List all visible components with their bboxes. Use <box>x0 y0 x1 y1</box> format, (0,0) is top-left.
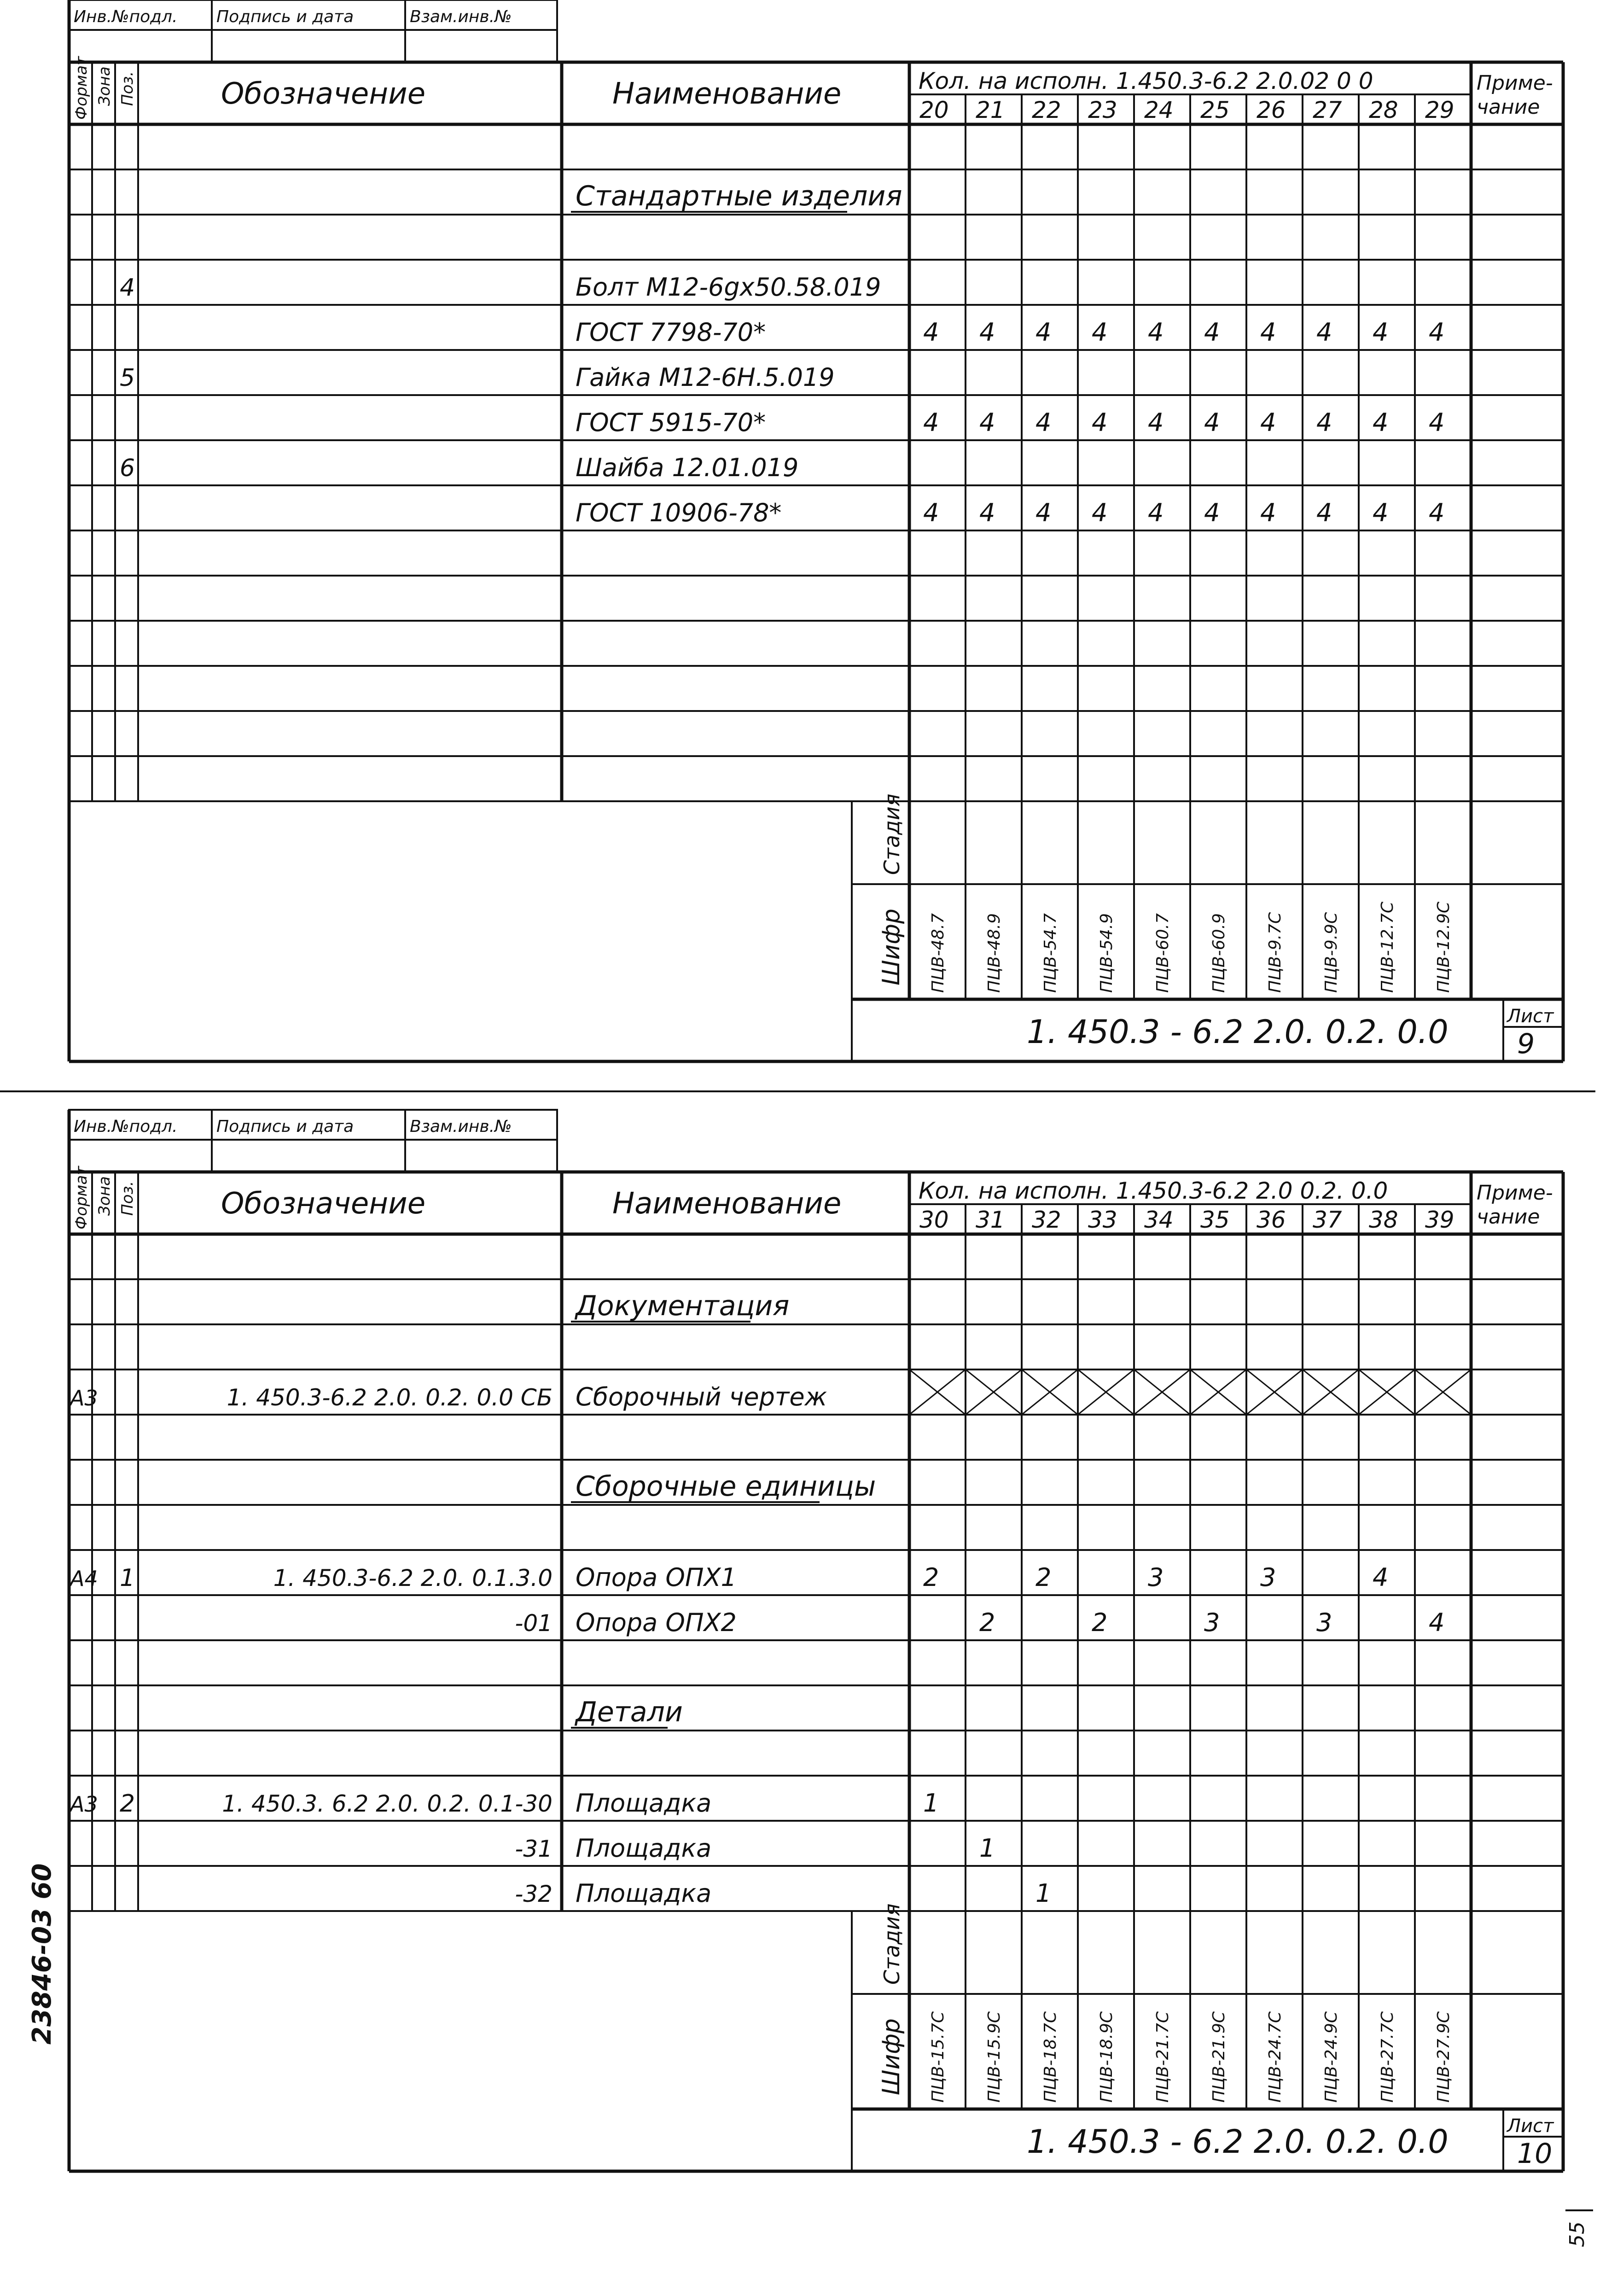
qty-column-header: 20 <box>919 97 949 123</box>
shifr-code: ПЦВ-18.9С <box>1097 2011 1116 2103</box>
qty-column-header: 22 <box>1032 97 1061 123</box>
section-heading: Детали <box>576 1696 683 1728</box>
qty-column-header: 30 <box>919 1206 949 1233</box>
qty-column-header: 26 <box>1257 97 1286 123</box>
cell-poz: 6 <box>120 455 135 482</box>
shifr-code: ПЦВ-48.7 <box>929 913 948 993</box>
header-primechanie-line1: Приме- <box>1477 71 1553 95</box>
header-oboznachenie: Обозначение <box>221 1187 426 1221</box>
shifr-code: ПЦВ-12.7С <box>1378 902 1397 993</box>
shifr-code: ПЦВ-54.9 <box>1097 913 1116 993</box>
cell-naimenovanie: Площадка <box>576 1879 712 1908</box>
shifr-code: ПЦВ-60.7 <box>1153 913 1172 993</box>
cell-oboznachenie: -01 <box>515 1610 553 1637</box>
cell-naimenovanie: Сборочный чертеж <box>576 1382 827 1411</box>
qty-column-header: 21 <box>976 97 1005 123</box>
cell-qty: 4 <box>1429 408 1445 437</box>
cell-qty: 4 <box>1373 318 1389 347</box>
cell-naimenovanie: ГОСТ 7798-70* <box>576 318 766 347</box>
margin-code: 23846-03 60 <box>27 1863 57 2045</box>
shifr-code: ПЦВ-15.9С <box>985 2011 1004 2103</box>
header-zona: Зона <box>95 66 114 106</box>
cell-oboznachenie: 1. 450.3. 6.2 2.0. 0.2. 0.1-30 <box>222 1790 553 1817</box>
cell-naimenovanie: ГОСТ 10906-78* <box>576 498 782 527</box>
cell-qty: 2 <box>1035 1563 1052 1592</box>
title-code: 1. 450.3 - 6.2 2.0. 0.2. 0.0 <box>1027 2123 1448 2161</box>
cell-qty: 4 <box>1148 408 1164 437</box>
header-primechanie-line2: чание <box>1477 95 1540 119</box>
cell-qty: 4 <box>1035 318 1052 347</box>
qty-column-header: 31 <box>976 1206 1005 1233</box>
cell-oboznachenie: -31 <box>515 1836 553 1862</box>
cell-naimenovanie: Опора ОПХ2 <box>576 1608 737 1637</box>
shifr-code: ПЦВ-48.9 <box>985 913 1004 993</box>
shifr-code: ПЦВ-24.7С <box>1266 2011 1285 2103</box>
label-list: Лист <box>1507 2115 1554 2137</box>
cell-naimenovanie: Гайка М12-6Н.5.019 <box>576 363 835 392</box>
cell-qty: 4 <box>1204 408 1220 437</box>
cell-qty: 4 <box>1092 498 1108 527</box>
sheet-number: 10 <box>1517 2138 1553 2170</box>
cell-naimenovanie: Шайба 12.01.019 <box>576 453 799 482</box>
header-oboznachenie: Обозначение <box>221 77 426 111</box>
cell-qty: 4 <box>1316 318 1332 347</box>
cell-qty: 4 <box>979 408 995 437</box>
stamp-podpis-i-data: Подпись и дата <box>216 7 354 26</box>
section-heading: Документация <box>576 1290 790 1322</box>
cell-qty: 4 <box>1373 1563 1389 1592</box>
cell-qty: 4 <box>1204 318 1220 347</box>
cell-qty: 2 <box>1092 1608 1108 1637</box>
cell-naimenovanie: ГОСТ 5915-70* <box>576 408 766 437</box>
stamp-vzam-inv-no: Взам.инв.№ <box>410 7 512 26</box>
cell-qty: 4 <box>979 318 995 347</box>
cell-qty: 1 <box>1035 1879 1052 1908</box>
qty-column-header: 32 <box>1032 1206 1061 1233</box>
qty-column-header: 29 <box>1425 97 1454 123</box>
cell-qty: 4 <box>1260 498 1276 527</box>
label-shifr: Шифр <box>878 909 905 985</box>
qty-column-header: 24 <box>1144 97 1174 123</box>
section-heading: Сборочные единицы <box>576 1470 876 1503</box>
cell-format: А3 <box>70 1386 98 1410</box>
header-poz: Поз. <box>118 71 137 106</box>
shifr-code: ПЦВ-21.7С <box>1153 2011 1172 2103</box>
cell-oboznachenie: 1. 450.3-6.2 2.0. 0.1.3.0 <box>273 1565 553 1591</box>
cell-qty: 4 <box>1260 318 1276 347</box>
header-naimenovanie: Наименование <box>612 77 842 111</box>
title-code: 1. 450.3 - 6.2 2.0. 0.2. 0.0 <box>1027 1013 1448 1051</box>
cell-poz: 5 <box>120 364 135 392</box>
cell-qty: 4 <box>1373 498 1389 527</box>
shifr-code: ПЦВ-27.7С <box>1378 2011 1397 2103</box>
header-poz: Поз. <box>118 1181 137 1216</box>
cell-qty: 4 <box>1035 498 1052 527</box>
cell-format: А4 <box>70 1566 98 1591</box>
label-stadiya: Стадия <box>879 793 904 875</box>
cell-poz: 2 <box>120 1790 135 1818</box>
cell-naimenovanie: Площадка <box>576 1789 712 1818</box>
shifr-code: ПЦВ-18.7С <box>1041 2011 1060 2103</box>
header-naimenovanie: Наименование <box>612 1187 842 1221</box>
corner-mark: 55 <box>1565 2221 1589 2247</box>
header-format: Формат <box>72 1166 91 1230</box>
cell-qty: 4 <box>1429 498 1445 527</box>
label-list: Лист <box>1507 1006 1554 1027</box>
qty-column-header: 37 <box>1313 1206 1342 1233</box>
cell-naimenovanie: Площадка <box>576 1834 712 1863</box>
shifr-code: ПЦВ-27.9С <box>1434 2011 1453 2103</box>
shifr-code: ПЦВ-9.7С <box>1266 912 1285 993</box>
header-kol-na-ispoln: Кол. на исполн. 1.450.3-6.2 2.0.02 0 0 <box>919 68 1373 94</box>
header-primechanie-line1: Приме- <box>1477 1181 1553 1205</box>
header-kol-na-ispoln: Кол. на исполн. 1.450.3-6.2 2.0 0.2. 0.0 <box>919 1177 1388 1204</box>
cell-format: А3 <box>70 1792 98 1817</box>
cell-qty: 3 <box>1204 1608 1220 1637</box>
cell-qty: 2 <box>923 1563 939 1592</box>
cell-oboznachenie: 1. 450.3-6.2 2.0. 0.2. 0.0 СБ <box>227 1384 553 1411</box>
cell-naimenovanie: Болт М12-6gx50.58.019 <box>576 273 881 302</box>
shifr-code: ПЦВ-60.9 <box>1210 913 1228 993</box>
cell-qty: 3 <box>1316 1608 1332 1637</box>
corner-mark-group <box>1565 2221 1589 2247</box>
cell-qty: 3 <box>1260 1563 1276 1592</box>
label-shifr: Шифр <box>878 2018 905 2095</box>
cell-qty: 3 <box>1148 1563 1164 1592</box>
cell-qty: 4 <box>1260 408 1276 437</box>
margin-code-group <box>27 1864 57 2045</box>
cell-qty: 4 <box>1429 1608 1445 1637</box>
qty-column-header: 23 <box>1088 97 1117 123</box>
stamp-podpis-i-data: Подпись и дата <box>216 1117 354 1136</box>
qty-column-header: 38 <box>1369 1206 1398 1233</box>
header-zona: Зона <box>95 1176 114 1216</box>
cell-qty: 4 <box>1316 498 1332 527</box>
cell-qty: 4 <box>1092 318 1108 347</box>
qty-column-header: 25 <box>1200 97 1230 123</box>
cell-qty: 4 <box>1429 318 1445 347</box>
cell-qty: 2 <box>979 1608 995 1637</box>
qty-column-header: 35 <box>1200 1206 1230 1233</box>
qty-column-header: 28 <box>1369 97 1398 123</box>
shifr-code: ПЦВ-21.9С <box>1210 2011 1228 2103</box>
sheet-number: 9 <box>1517 1028 1535 1060</box>
qty-column-header: 27 <box>1313 97 1342 123</box>
section-heading: Стандартные изделия <box>576 180 902 212</box>
shifr-code: ПЦВ-54.7 <box>1041 913 1060 993</box>
cell-qty: 4 <box>923 408 939 437</box>
cell-naimenovanie: Опора ОПХ1 <box>576 1563 737 1592</box>
qty-column-header: 39 <box>1425 1206 1454 1233</box>
cell-qty: 4 <box>923 318 939 347</box>
cell-qty: 4 <box>979 498 995 527</box>
cell-qty: 4 <box>923 498 939 527</box>
shifr-code: ПЦВ-15.7С <box>929 2011 948 2103</box>
shifr-code: ПЦВ-24.9С <box>1322 2011 1341 2103</box>
cell-qty: 4 <box>1035 408 1052 437</box>
shifr-code: ПЦВ-9.9С <box>1322 912 1341 993</box>
header-format: Формат <box>72 56 91 120</box>
cell-oboznachenie: -32 <box>515 1881 553 1907</box>
cell-qty: 4 <box>1316 408 1332 437</box>
label-stadiya: Стадия <box>879 1903 904 1985</box>
cell-qty: 4 <box>1092 408 1108 437</box>
cell-qty: 4 <box>1373 408 1389 437</box>
cell-poz: 1 <box>120 1564 135 1592</box>
cell-qty: 4 <box>1204 498 1220 527</box>
cell-qty: 1 <box>923 1789 939 1818</box>
shifr-code: ПЦВ-12.9С <box>1434 902 1453 993</box>
qty-column-header: 34 <box>1144 1206 1174 1233</box>
qty-column-header: 33 <box>1088 1206 1117 1233</box>
header-primechanie-line2: чание <box>1477 1205 1540 1229</box>
cell-poz: 4 <box>120 274 135 302</box>
stamp-inv-no-podl: Инв.№подл. <box>74 7 178 26</box>
cell-qty: 4 <box>1148 498 1164 527</box>
stamp-vzam-inv-no: Взам.инв.№ <box>410 1117 512 1136</box>
stamp-inv-no-podl: Инв.№подл. <box>74 1117 178 1136</box>
qty-column-header: 36 <box>1257 1206 1286 1233</box>
cell-qty: 4 <box>1148 318 1164 347</box>
cell-qty: 1 <box>979 1834 995 1863</box>
